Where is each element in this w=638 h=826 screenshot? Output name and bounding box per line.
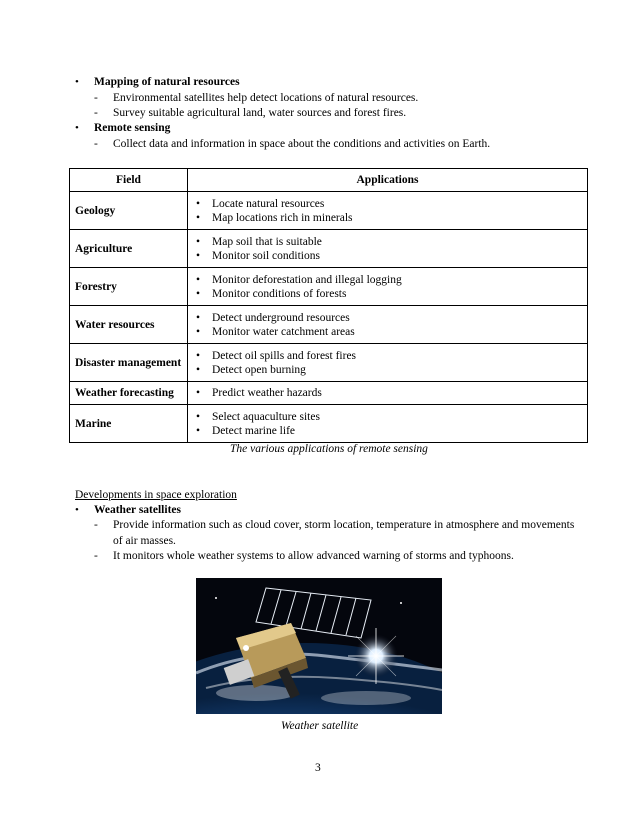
dash: -: [94, 550, 98, 562]
weather-satellite-image: [196, 578, 442, 714]
dash: -: [94, 519, 98, 531]
field-cell: Agriculture: [70, 230, 188, 268]
applications-cell: [188, 405, 588, 443]
field-cell: Disaster management: [70, 344, 188, 382]
table-row: [70, 230, 588, 268]
list-item: • Monitor conditions of forests: [194, 287, 587, 301]
remote-point-1: Collect data and information in space about the conditions and activities on Earth.: [113, 138, 491, 150]
header-field: Field: [70, 169, 188, 192]
list-item: • Map soil that is suitable: [194, 235, 587, 249]
remote-sensing-title: Remote sensing: [94, 122, 171, 134]
developments-heading: Developments in space exploration: [75, 489, 237, 501]
list-item: • Detect oil spills and forest fires: [194, 349, 587, 363]
image-caption: Weather satellite: [281, 720, 359, 732]
list-item: • Locate natural resources: [194, 197, 587, 211]
table-row: [70, 405, 588, 443]
applications-table: [69, 168, 588, 443]
table-row: [70, 192, 588, 230]
weather-point-1-line-2: of air masses.: [113, 535, 176, 547]
table-row: [70, 268, 588, 306]
weather-satellites-title: Weather satellites: [94, 504, 181, 516]
mapping-point-2: Survey suitable agricultural land, water sources and forest fires.: [113, 107, 407, 119]
weather-point-1-line-1: Provide information such as cloud cover, storm location, temperature in atmosphere and movements: [113, 519, 575, 531]
mapping-title: Mapping of natural resources: [94, 76, 240, 88]
list-item: • Select aquaculture sites: [194, 410, 587, 424]
list-item: • Detect underground resources: [194, 311, 587, 325]
applications-cell: [188, 192, 588, 230]
applications-cell: [188, 230, 588, 268]
field-cell: Marine: [70, 405, 188, 443]
field-cell: Forestry: [70, 268, 188, 306]
field-cell: Geology: [70, 192, 188, 230]
mapping-point-1: Environmental satellites help detect locations of natural resources.: [113, 92, 419, 104]
header-applications: Applications: [188, 169, 588, 192]
list-item: • Map locations rich in minerals: [194, 211, 587, 225]
dash: -: [94, 92, 98, 104]
list-item: • Detect open burning: [194, 363, 587, 377]
bullet-dot: •: [75, 122, 79, 134]
applications-cell: [188, 268, 588, 306]
dash: -: [94, 138, 98, 150]
list-item: • Detect marine life: [194, 424, 587, 438]
applications-cell: [188, 382, 588, 405]
table-row: [70, 306, 588, 344]
weather-point-2: It monitors whole weather systems to allow advanced warning of storms and typhoons.: [113, 550, 514, 562]
field-cell: Weather forecasting: [70, 382, 188, 405]
bullet-dot: •: [75, 76, 79, 88]
applications-cell: [188, 344, 588, 382]
bullet-dot: •: [75, 504, 79, 516]
list-item: • Predict weather hazards: [194, 386, 587, 400]
list-item: • Monitor soil conditions: [194, 249, 587, 263]
table-caption: The various applications of remote sensing: [230, 443, 428, 455]
table-row: [70, 382, 588, 405]
list-item: • Monitor water catchment areas: [194, 325, 587, 339]
list-item: • Monitor deforestation and illegal logging: [194, 273, 587, 287]
table-row: [70, 344, 588, 382]
page-number: 3: [315, 762, 321, 774]
applications-cell: [188, 306, 588, 344]
table-header-row: [70, 169, 588, 192]
field-cell: Water resources: [70, 306, 188, 344]
dash: -: [94, 107, 98, 119]
